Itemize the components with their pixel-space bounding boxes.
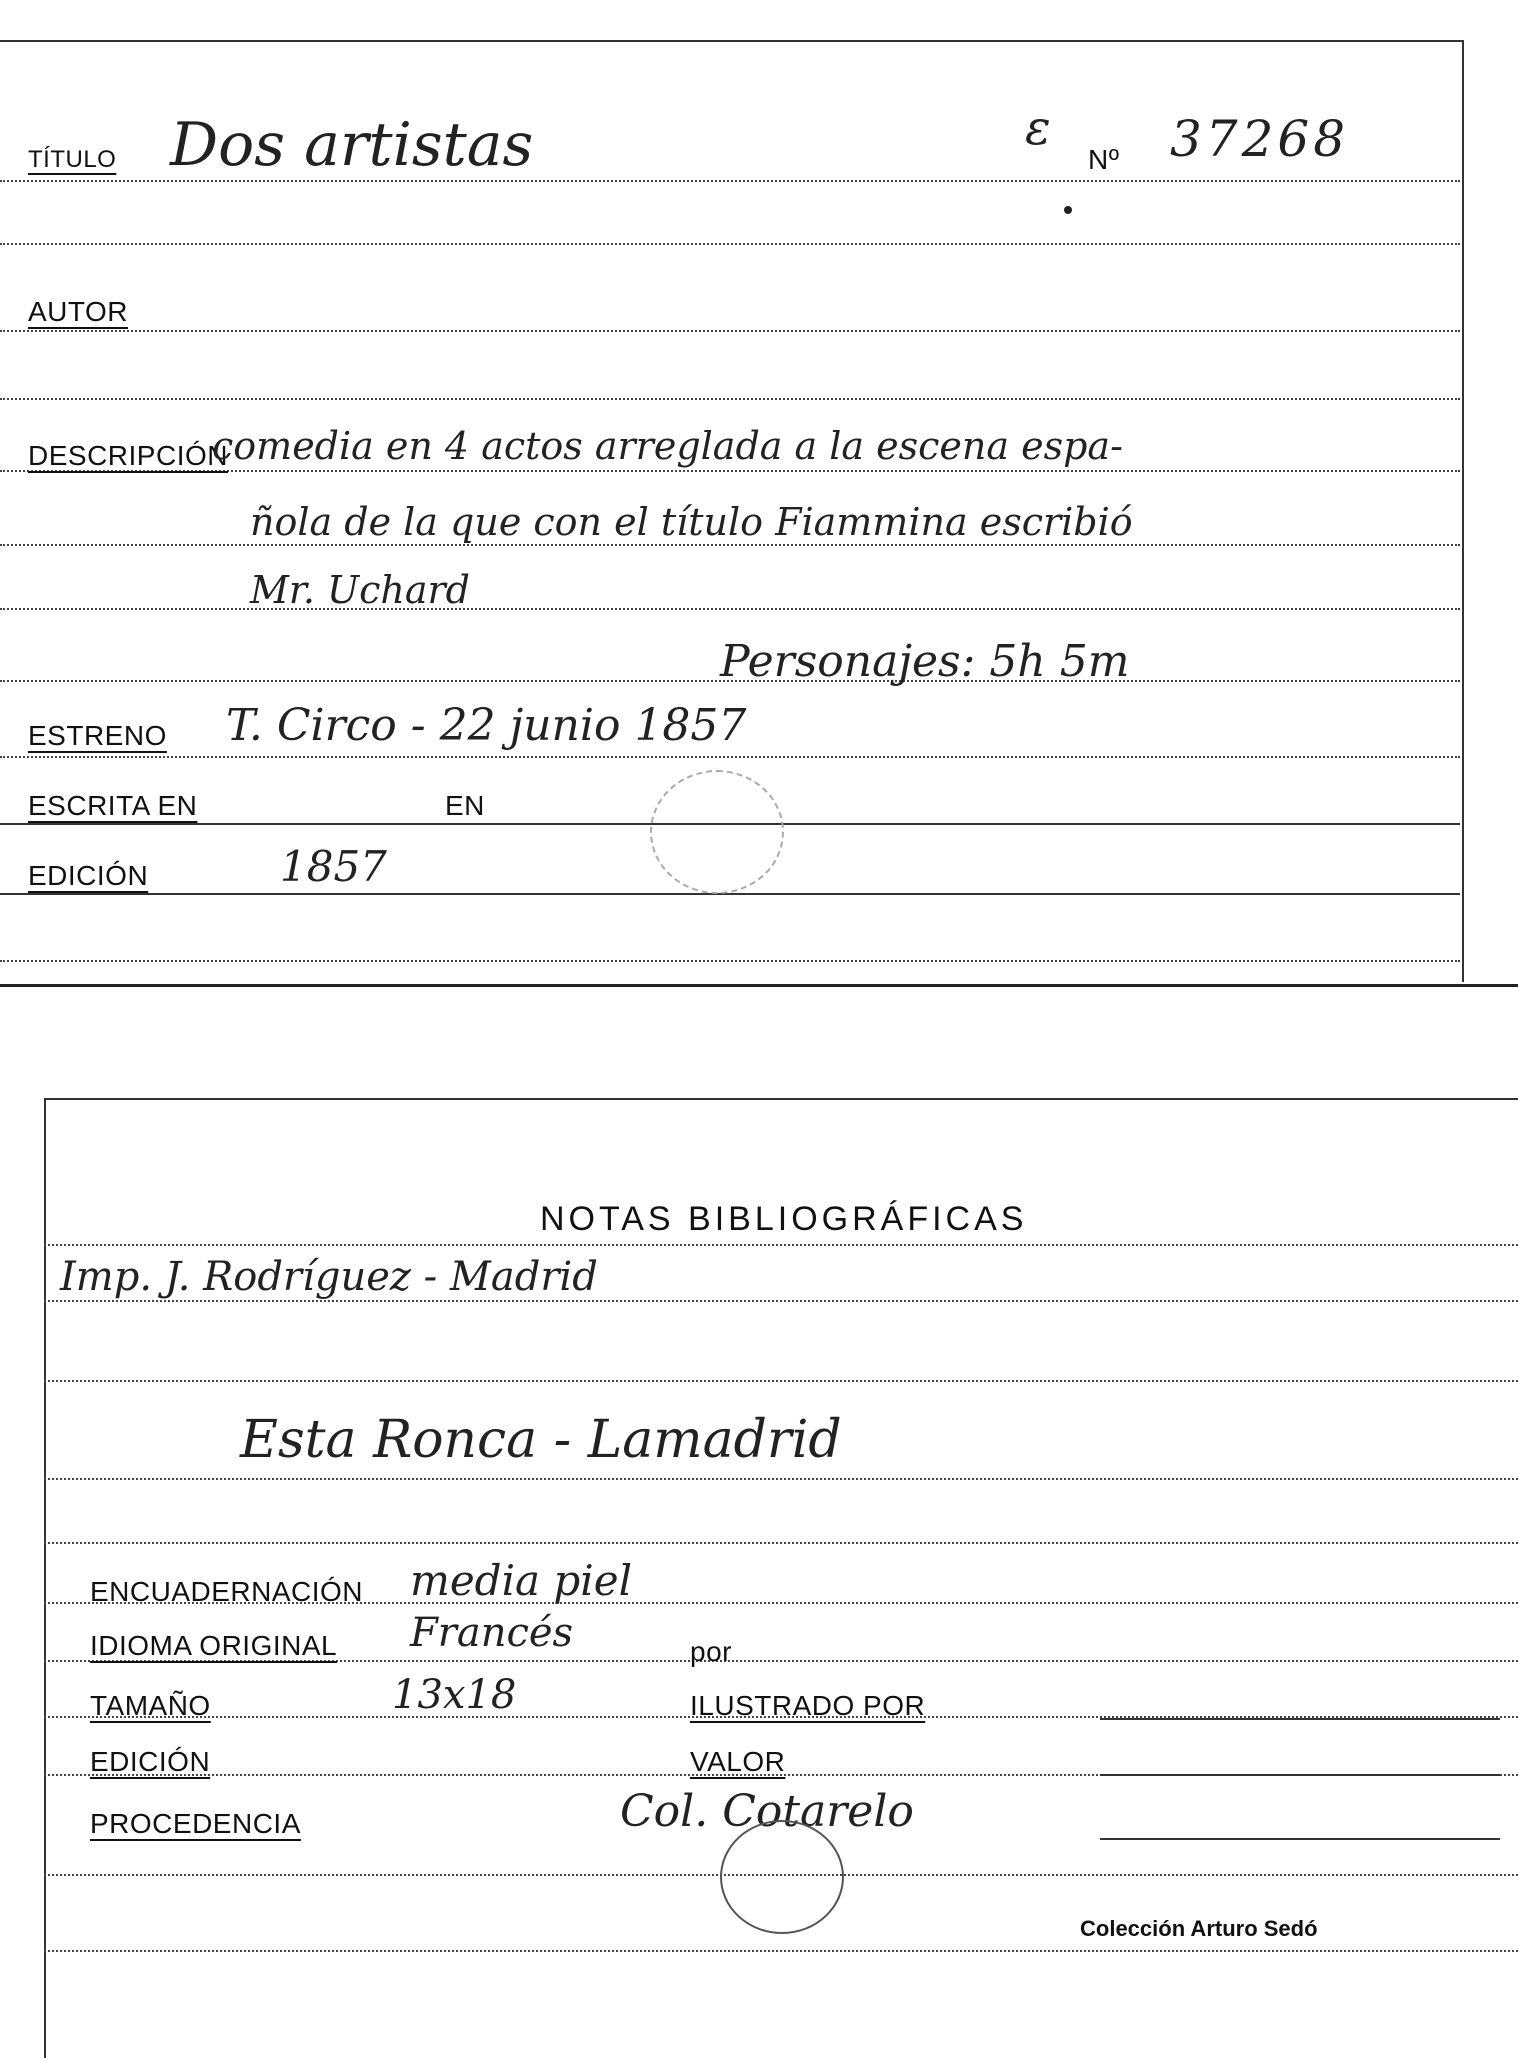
notas-heading: NOTAS BIBLIOGRÁFICAS [540, 1200, 1028, 1238]
rule-line [0, 756, 1460, 758]
encuadernacion-label: ENCUADERNACIÓN [90, 1576, 364, 1607]
collection-footer: Colección Arturo Sedó [1080, 1916, 1318, 1941]
rule-line [0, 180, 1460, 182]
ilustrado-label: ILUSTRADO POR [690, 1690, 926, 1721]
rule-line [44, 1478, 1518, 1480]
rule-line [44, 1542, 1518, 1544]
rule-line [44, 1950, 1518, 1952]
idioma-label: IDIOMA ORIGINAL [90, 1630, 338, 1661]
card-divider [0, 984, 1518, 987]
rule-line [0, 893, 1460, 895]
tamano-value: 13x18 [392, 1672, 517, 1718]
rule-line [44, 1244, 1518, 1246]
rule-line [0, 544, 1460, 546]
edicion-bottom-label: EDICIÓN [90, 1746, 211, 1777]
titulo-value: Dos artistas [170, 110, 534, 180]
valor-line [1100, 1774, 1500, 1776]
number-label: Nº [1088, 144, 1120, 175]
encuadernacion-value: media piel [410, 1556, 632, 1605]
rule-line [0, 243, 1460, 245]
rule-line [44, 1300, 1518, 1302]
rule-line [0, 608, 1460, 610]
autor-label: AUTOR [28, 296, 128, 327]
edicion-label: EDICIÓN [28, 860, 149, 891]
rule-line [0, 960, 1460, 962]
ink-dot [1064, 206, 1072, 214]
rule-line [0, 330, 1460, 332]
stamp-mark [720, 1820, 844, 1934]
number-value: 37268 [1170, 110, 1350, 168]
titulo-label: TÍTULO [28, 146, 117, 173]
tamano-label: TAMAÑO [90, 1690, 211, 1721]
personajes: Personajes: 5h 5m [720, 636, 1130, 687]
procedencia-label: PROCEDENCIA [90, 1808, 301, 1839]
descripcion-line1: comedia en 4 actos arreglada a la escena espa- [212, 424, 1123, 468]
estreno-label: ESTRENO [28, 720, 167, 751]
procedencia-value: Col. Cotarelo [620, 1786, 914, 1837]
descripcion-line2: ñola de la que con el título Fiammina escribió [250, 500, 1133, 544]
escrita-en-label: ESCRITA EN [28, 790, 198, 821]
rule-line [44, 1380, 1518, 1382]
note-line2: Esta Ronca - Lamadrid [240, 1410, 842, 1470]
descripcion-line3: Mr. Uchard [250, 568, 470, 612]
en-label: EN [445, 790, 485, 821]
ilustrado-line [1100, 1718, 1500, 1720]
estreno-value: T. Circo - 22 junio 1857 [226, 700, 747, 751]
descripcion-label: DESCRIPCIÓN [28, 440, 228, 471]
idioma-value: Francés [410, 1610, 574, 1656]
valor-label: VALOR [690, 1746, 786, 1777]
edicion-value: 1857 [280, 842, 387, 891]
stamp-mark [650, 770, 784, 894]
rule-line [0, 398, 1460, 400]
procedencia-line [1100, 1838, 1500, 1840]
note-line1: Imp. J. Rodríguez - Madrid [60, 1254, 598, 1300]
number-prefix: ε [1025, 100, 1051, 156]
por-label: por [690, 1636, 732, 1667]
